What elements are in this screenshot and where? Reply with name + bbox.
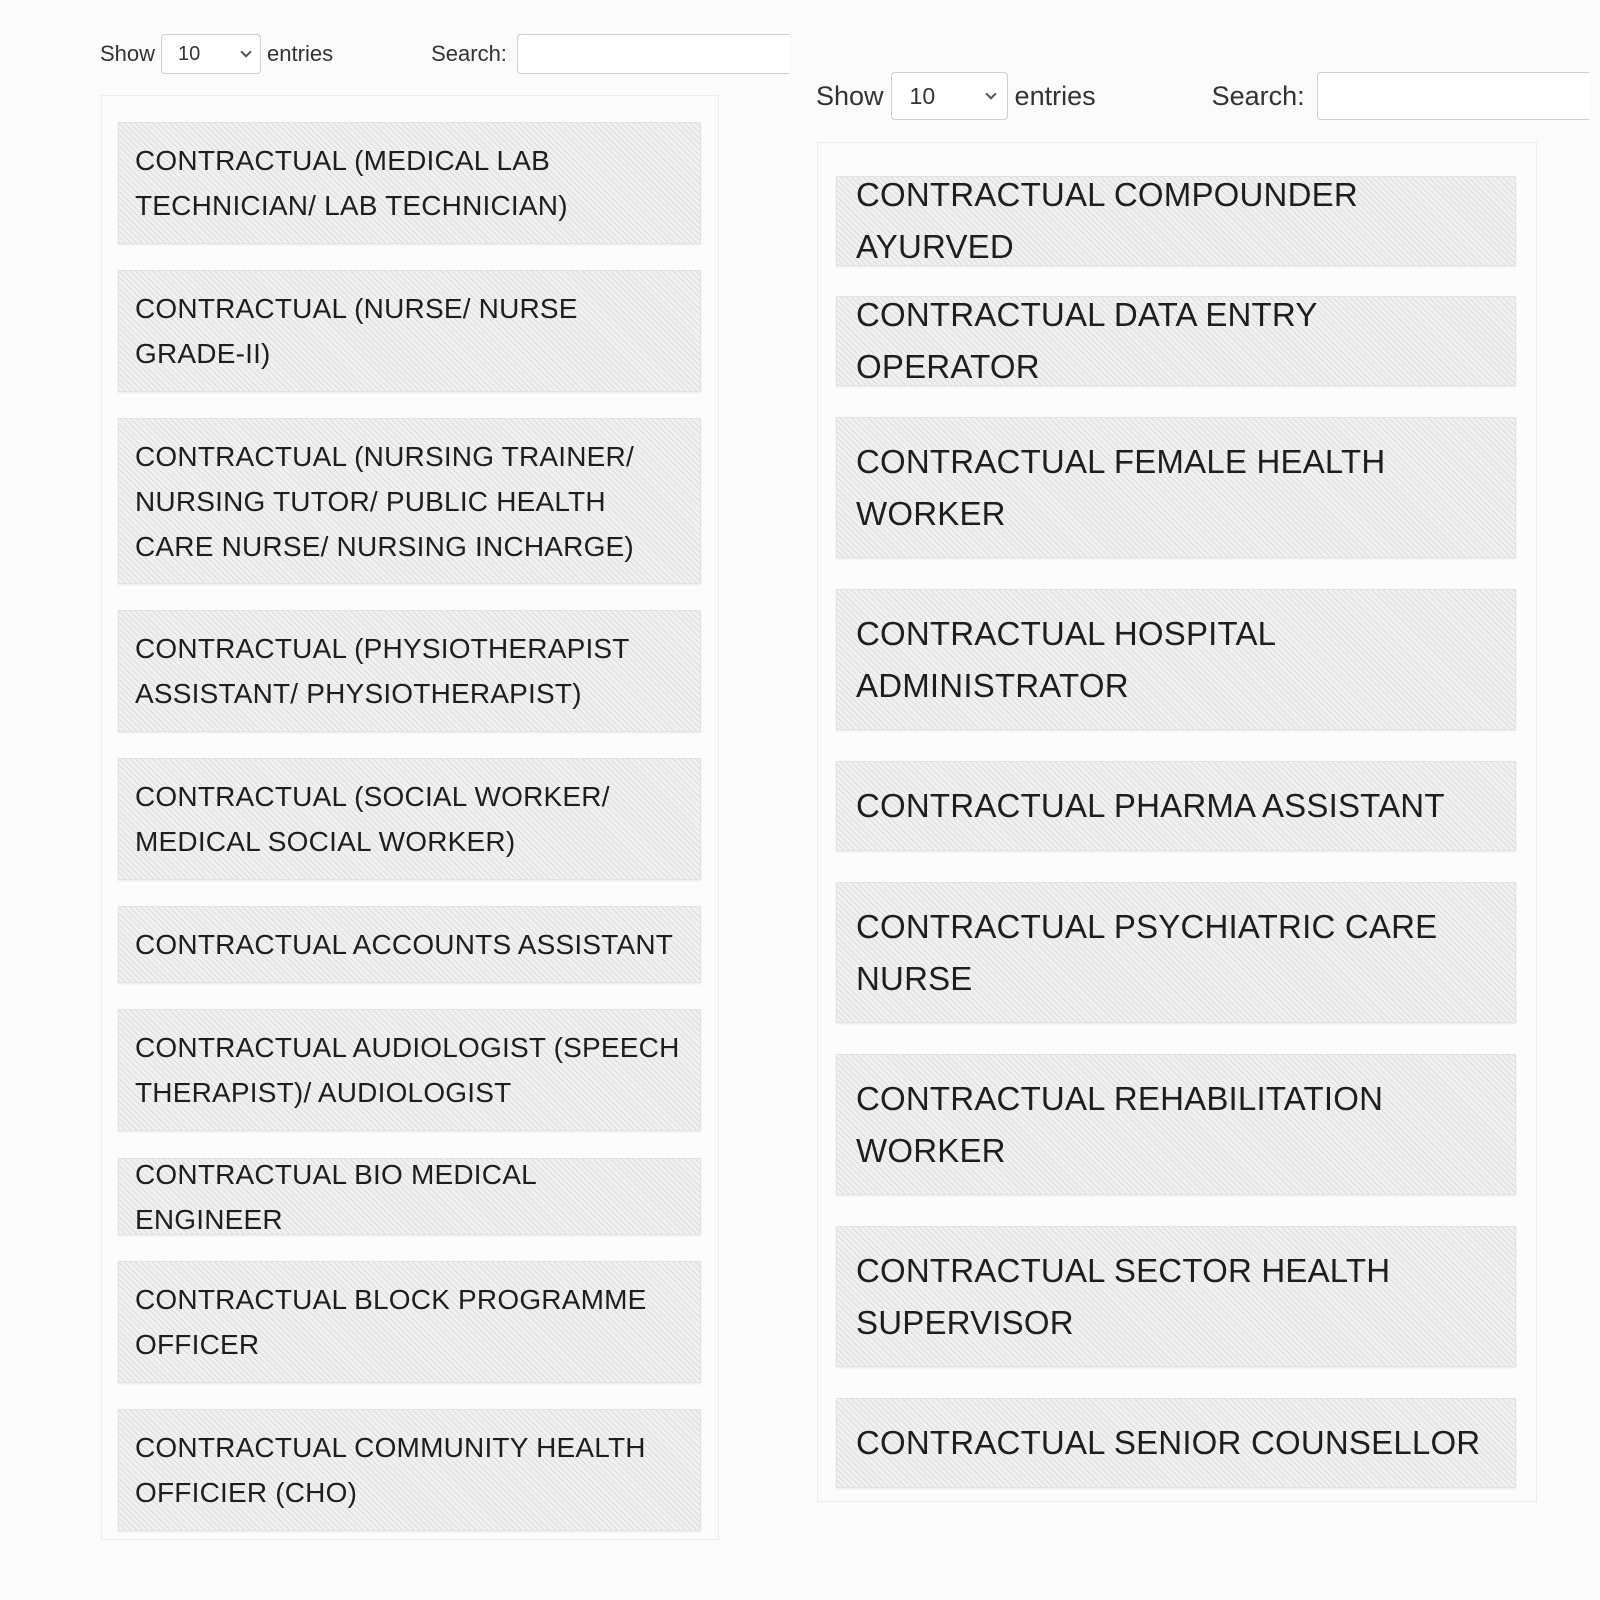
- list-item[interactable]: [118, 122, 701, 244]
- list-item[interactable]: [836, 176, 1516, 266]
- list-item[interactable]: [118, 418, 701, 584]
- list-item[interactable]: [118, 1261, 701, 1383]
- list-item-label: CONTRACTUAL (NURSE/ NURSE GRADE-II): [135, 293, 578, 369]
- list-item-label: CONTRACTUAL PHARMA ASSISTANT: [856, 787, 1445, 824]
- list-item-label: CONTRACTUAL REHABILITATION WORKER: [856, 1079, 1384, 1169]
- list-item-label: CONTRACTUAL (PHYSIOTHERAPIST ASSISTANT/ PHYSIOTHERAPIST): [135, 633, 630, 709]
- page-size-select[interactable]: [891, 72, 1008, 120]
- list-item[interactable]: [836, 1226, 1516, 1367]
- list-item[interactable]: [118, 906, 701, 983]
- list-item[interactable]: [836, 882, 1516, 1023]
- show-label: Show: [100, 41, 156, 66]
- search-label: Search:: [1211, 80, 1305, 111]
- list-item-label: CONTRACTUAL HOSPITAL ADMINISTRATOR: [856, 614, 1275, 704]
- list-item[interactable]: [836, 417, 1516, 558]
- chevron-down-icon: [985, 88, 996, 99]
- list-item-label: CONTRACTUAL SECTOR HEALTH SUPERVISOR: [856, 1251, 1391, 1341]
- page-size-value: 10: [909, 82, 936, 109]
- list-item-label: CONTRACTUAL BLOCK PROGRAMME OFFICER: [135, 1284, 647, 1360]
- list-item[interactable]: [118, 1158, 701, 1235]
- search-label: Search:: [431, 41, 507, 66]
- list-item-label: CONTRACTUAL PSYCHIATRIC CARE NURSE: [856, 907, 1438, 997]
- list-item[interactable]: [118, 270, 701, 392]
- list-item[interactable]: [836, 1054, 1516, 1195]
- list-item[interactable]: [118, 1009, 701, 1131]
- list-item-label: CONTRACTUAL FEMALE HEALTH WORKER: [856, 442, 1386, 532]
- list-item-label: CONTRACTUAL (MEDICAL LAB TECHNICIAN/ LAB TECHNICIAN): [135, 145, 568, 221]
- list-item-label: CONTRACTUAL DATA ENTRY OPERATOR: [856, 296, 1317, 385]
- table-length-controls: [816, 72, 1589, 120]
- page-size-value: 10: [178, 42, 201, 65]
- list-item-label: CONTRACTUAL COMPOUNDER AYURVED: [856, 176, 1358, 265]
- list-item-label: CONTRACTUAL AUDIOLOGIST (SPEECH THERAPIST)/ AUDIOLOGIST: [135, 1032, 680, 1108]
- list-item-label: CONTRACTUAL SENIOR COUNSELLOR: [856, 1424, 1481, 1461]
- search-input[interactable]: [517, 34, 789, 74]
- list-item[interactable]: [118, 610, 701, 732]
- list-item[interactable]: [836, 296, 1516, 386]
- list-item-label: CONTRACTUAL COMMUNITY HEALTH OFFICIER (CHO): [135, 1432, 646, 1508]
- show-label: Show: [816, 80, 884, 111]
- list-item-label: CONTRACTUAL (SOCIAL WORKER/ MEDICAL SOCIAL WORKER): [135, 781, 610, 857]
- list-item[interactable]: [836, 589, 1516, 730]
- list-item[interactable]: [836, 761, 1516, 851]
- entries-label: entries: [1014, 80, 1096, 111]
- table-length-controls: [100, 34, 789, 74]
- list-item-label: CONTRACTUAL BIO MEDICAL ENGINEER: [135, 1158, 536, 1235]
- list-item[interactable]: [836, 1398, 1516, 1488]
- chevron-down-icon: [240, 46, 251, 57]
- list-item[interactable]: [118, 1409, 701, 1531]
- list-item[interactable]: [118, 758, 701, 880]
- list-item-label: CONTRACTUAL (NURSING TRAINER/ NURSING TUTOR/ PUBLIC HEALTH CARE NURSE/ NURSING INCHARGE): [135, 440, 634, 562]
- list-item-label: CONTRACTUAL ACCOUNTS ASSISTANT: [135, 929, 674, 960]
- page-size-select[interactable]: [161, 34, 261, 74]
- entries-label: entries: [267, 41, 334, 66]
- search-input[interactable]: [1317, 72, 1589, 120]
